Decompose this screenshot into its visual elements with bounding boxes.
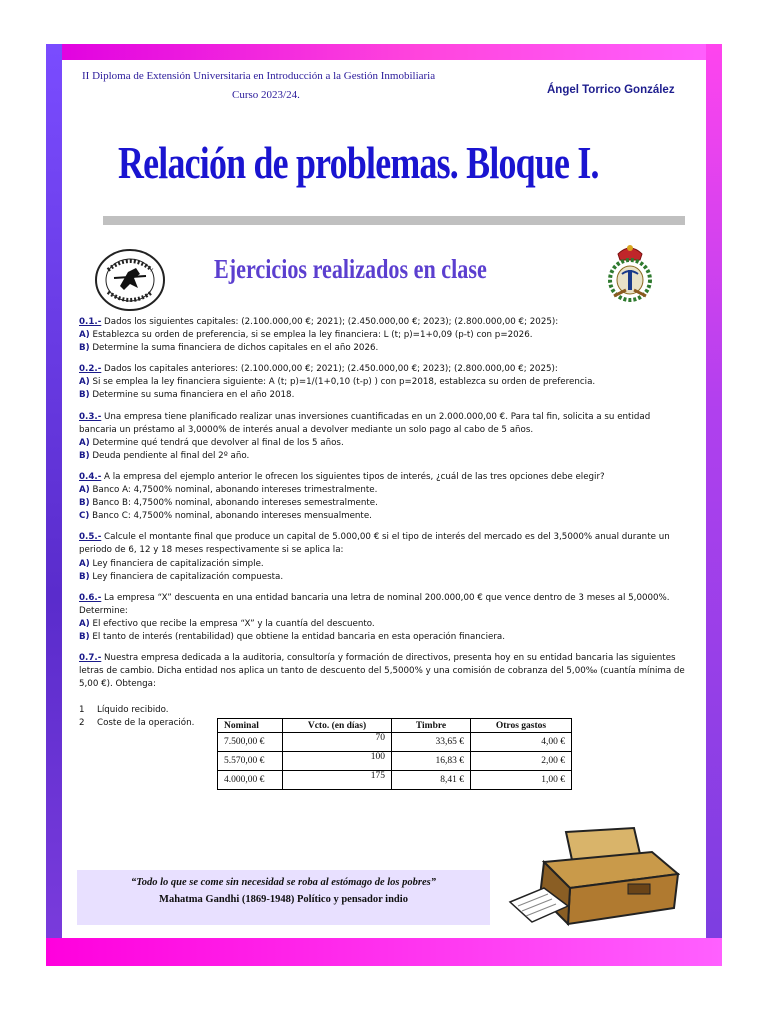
frame-right bbox=[706, 44, 722, 966]
item-text: Banco B: 4,7500% nominal, abonando intereses semestralmente. bbox=[89, 498, 378, 509]
problem-number: 0.5.- bbox=[79, 532, 102, 543]
problem-list bbox=[79, 316, 689, 691]
list-label: Coste de la operación. bbox=[97, 718, 195, 728]
problem-statement bbox=[79, 531, 689, 557]
problem-item bbox=[79, 497, 689, 510]
problem-text: Dados los capitales anteriores: (2.100.000,00 €; 2021); (2.450.000,00 €; 2023); (2.800.000,00 €; 2025): bbox=[101, 364, 558, 375]
item-text: Banco A: 4,7500% nominal, abonando intereses trimestralmente. bbox=[89, 485, 378, 496]
problem-statement bbox=[79, 316, 689, 329]
problem-item bbox=[79, 342, 689, 355]
problem-text: Dados los siguientes capitales: (2.100.000,00 €; 2021); (2.450.000,00 €; 2023); (2.800.000,00 €; 2025): bbox=[101, 317, 559, 327]
problem-item bbox=[79, 618, 689, 631]
problem-number: 0.3.- bbox=[79, 411, 102, 422]
item-label: B) bbox=[79, 450, 90, 461]
item-text: Ley financiera de capitalización simple. bbox=[89, 558, 264, 569]
page-title: Relación de problemas. Bloque I. bbox=[118, 137, 599, 188]
problem-number: 0.2.- bbox=[79, 364, 102, 375]
problem-number: 0.7.- bbox=[79, 653, 102, 664]
item-label: C) bbox=[79, 511, 90, 522]
item-label: A) bbox=[79, 558, 90, 569]
item-label: B) bbox=[79, 631, 90, 642]
frame-left bbox=[46, 44, 62, 966]
table-cell: 4.000,00 € bbox=[218, 771, 283, 790]
problem-item bbox=[79, 631, 689, 644]
problem-number: 0.4.- bbox=[79, 471, 102, 482]
table-cell: 100 bbox=[283, 752, 392, 771]
problem-text: Calcule el montante final que produce un capital de 5.000,00 € si el tipo de interés del mercado es del 3,5000% anual durante un periodo de 6, 12 y 18 meses respectivamente si se aplica la: bbox=[79, 532, 670, 556]
item-text: Si se emplea la ley financiera siguiente: A (t; p)=1/(1+0,10 (t-p) ) con p=2018, establezca su orden de preferencia. bbox=[89, 377, 596, 388]
item-label: B) bbox=[79, 390, 90, 401]
list-number: 1 bbox=[79, 705, 85, 715]
item-text: Ley financiera de capitalización compuesta. bbox=[89, 571, 284, 582]
problem-statement bbox=[79, 411, 689, 437]
problem-item bbox=[79, 329, 689, 342]
problem-text: La empresa “X” descuenta en una entidad bancaria una letra de nominal 200.000,00 € que vence dentro de 3 meses al 5,0000%. Determine: bbox=[79, 592, 670, 616]
list-item bbox=[79, 704, 194, 717]
table-cell: 175 bbox=[283, 771, 392, 790]
problem-number: 0.6.- bbox=[79, 592, 102, 603]
list-number: 2 bbox=[79, 718, 85, 728]
item-label: B) bbox=[79, 343, 90, 354]
item-text: Determine qué tendrá que devolver al final de los 5 años. bbox=[89, 437, 344, 448]
item-text: Determine la suma financiera de dichos capitales en el año 2026. bbox=[89, 343, 379, 354]
problem-item bbox=[79, 510, 689, 523]
numbered-list bbox=[79, 704, 194, 730]
problem-item bbox=[79, 437, 689, 450]
item-text: El tanto de interés (rentabilidad) que obtiene la entidad bancaria en esta operación financiera. bbox=[89, 631, 506, 642]
table-cell: 70 bbox=[283, 733, 392, 752]
header-author: Ángel Torrico González bbox=[547, 84, 675, 96]
problem-text: Nuestra empresa dedicada a la auditoria, consultoría y formación de directivos, presenta hoy en su entidad bancaria las siguientes letras de cambio. Dicha entidad nos aplica un tanto de descuento del 5,5000% y una comisión de cobranza del 5,00‰ (cuantía mínima de 5,00 €). Obtenga: bbox=[79, 653, 685, 690]
item-label: A) bbox=[79, 437, 90, 448]
item-label: A) bbox=[79, 377, 90, 388]
column-header: Otros gastos bbox=[471, 719, 572, 733]
item-text: Deuda pendiente al final del 2º año. bbox=[89, 450, 250, 461]
item-text: Determine su suma financiera en el año 2018. bbox=[89, 390, 295, 401]
problem-item bbox=[79, 484, 689, 497]
problem-item bbox=[79, 450, 689, 463]
frame-bottom bbox=[46, 938, 722, 966]
crest-icon bbox=[604, 240, 656, 306]
problem-item bbox=[79, 389, 689, 402]
table-cell: 16,83 € bbox=[392, 752, 471, 771]
quote-text: “Todo lo que se come sin necesidad se roba al estómago de los pobres” bbox=[131, 877, 436, 888]
header-program: II Diploma de Extensión Universitaria en Introducción a la Gestión Inmobiliaria bbox=[82, 70, 436, 82]
problem-statement bbox=[79, 652, 689, 691]
table-cell: 2,00 € bbox=[471, 752, 572, 771]
column-header: Timbre bbox=[392, 719, 471, 733]
column-header: Nominal bbox=[218, 719, 283, 733]
quote-author: Mahatma Gandhi (1869-1948) Político y pensador indio bbox=[159, 894, 408, 905]
item-label: B) bbox=[79, 571, 90, 582]
item-text: Establezca su orden de preferencia, si se emplea la ley financiera: L (t; p)=1+0,09 (p-t) con p=2026. bbox=[89, 330, 533, 341]
problem-item bbox=[79, 571, 689, 584]
item-text: El efectivo que recibe la empresa “X” y la cuantía del descuento. bbox=[89, 618, 375, 629]
problem-number: 0.1.- bbox=[79, 317, 102, 327]
item-label: A) bbox=[79, 330, 90, 341]
problem-text: A la empresa del ejemplo anterior le ofrecen los siguientes tipos de interés, ¿cuál de las tres opciones debe elegir? bbox=[101, 471, 605, 482]
table-cell: 5.570,00 € bbox=[218, 752, 283, 771]
quote-box bbox=[77, 870, 490, 925]
table-cell: 1,00 € bbox=[471, 771, 572, 790]
problem-statement bbox=[79, 471, 689, 484]
header-course: Curso 2023/24. bbox=[232, 89, 300, 101]
problem-statement bbox=[79, 592, 689, 618]
item-label: A) bbox=[79, 618, 90, 629]
university-seal-icon bbox=[94, 248, 166, 312]
bills-table bbox=[217, 718, 572, 790]
section-subtitle: Ejercicios realizados en clase bbox=[214, 254, 487, 284]
title-divider bbox=[103, 216, 685, 225]
list-item bbox=[79, 717, 194, 730]
item-label: A) bbox=[79, 485, 90, 496]
frame-top bbox=[46, 44, 722, 60]
problem-statement bbox=[79, 363, 689, 376]
table-cell: 8,41 € bbox=[392, 771, 471, 790]
table-row bbox=[218, 733, 572, 752]
column-header: Vcto. (en días) bbox=[283, 719, 392, 733]
table-cell: 33,65 € bbox=[392, 733, 471, 752]
table-header-row bbox=[218, 719, 572, 733]
table-cell: 7.500,00 € bbox=[218, 733, 283, 752]
problem-item bbox=[79, 376, 689, 389]
list-label: Líquido recibido. bbox=[97, 705, 169, 715]
item-text: Banco C: 4,7500% nominal, abonando intereses mensualmente. bbox=[89, 511, 372, 522]
printer-icon bbox=[508, 826, 680, 928]
item-label: B) bbox=[79, 498, 90, 509]
table-row bbox=[218, 752, 572, 771]
problem-text: Una empresa tiene planificado realizar unas inversiones cuantificadas en un 2.000.000,00 €. Para tal fin, solicita a su entidad bancaria un préstamo al 3,0000% de interés anual a devolver mediante un solo pago al cabo de 5 años. bbox=[79, 411, 651, 435]
table-cell: 4,00 € bbox=[471, 733, 572, 752]
table-row bbox=[218, 771, 572, 790]
problem-item bbox=[79, 558, 689, 571]
